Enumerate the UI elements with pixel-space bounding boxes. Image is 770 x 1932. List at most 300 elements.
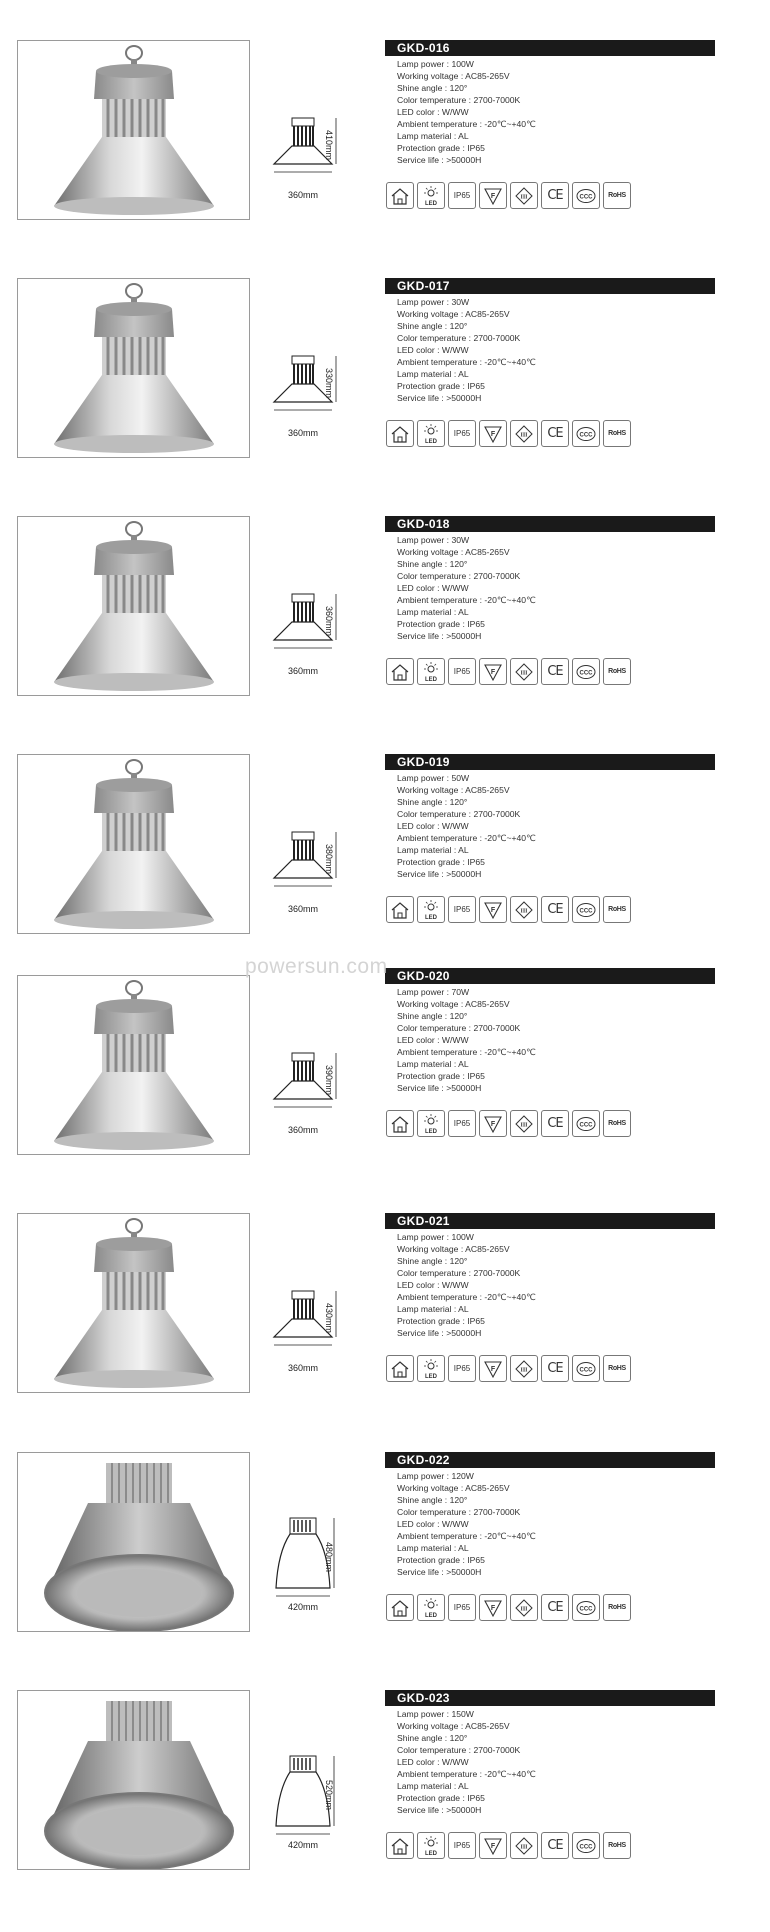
watermark: powersun.com	[245, 955, 388, 978]
spec-label: Working voltage	[397, 547, 459, 557]
dimension-drawing	[268, 814, 348, 914]
spec-value: AL	[458, 1304, 469, 1314]
spec-led-color	[397, 820, 717, 832]
spec-working-voltage	[397, 546, 717, 558]
class-iii-icon	[510, 420, 538, 447]
spec-value: AC85-265V	[465, 785, 510, 795]
spec-value: -20℃~+40℃	[484, 1292, 536, 1302]
svg-text:III: III	[520, 670, 528, 676]
spec-value: >50000H	[446, 869, 482, 879]
spec-label: Lamp material	[397, 607, 452, 617]
spec-value: W/WW	[441, 1280, 469, 1290]
led-icon	[417, 182, 445, 209]
indoor-use-icon	[386, 1594, 414, 1621]
spec-label: Ambient temperature	[397, 1047, 478, 1057]
spec-label: Service life	[397, 155, 440, 165]
spec-separator: :	[466, 1268, 474, 1278]
spec-label: Shine angle	[397, 559, 443, 569]
spec-lamp-power	[397, 296, 717, 308]
led-icon	[417, 896, 445, 923]
dimension-height: 480mm	[324, 1542, 334, 1573]
product-photo-frame	[17, 975, 250, 1155]
certification-icons	[386, 1832, 631, 1860]
spec-value: 120°	[449, 1011, 468, 1021]
spec-value: 2700-7000K	[473, 809, 521, 819]
spec-value: >50000H	[446, 155, 482, 165]
svg-text:F: F	[490, 430, 496, 438]
spec-separator: :	[444, 987, 452, 997]
spec-working-voltage	[397, 70, 717, 82]
svg-text:CCC: CCC	[579, 431, 593, 438]
ce-icon: CE	[541, 1832, 569, 1859]
spec-label: Working voltage	[397, 785, 459, 795]
spec-led-color	[397, 344, 717, 356]
spec-protection-grade	[397, 1315, 717, 1327]
svg-text:CCC: CCC	[579, 669, 593, 676]
model-title: GKD-016	[385, 40, 715, 56]
spec-list	[397, 1231, 717, 1339]
spec-lamp-material	[397, 1542, 717, 1554]
spec-value: 2700-7000K	[473, 333, 521, 343]
lamp-photo	[18, 279, 250, 458]
spec-value: >50000H	[446, 1083, 482, 1093]
ce-icon: CE	[541, 896, 569, 923]
spec-value: IP65	[467, 857, 485, 867]
spec-label: Protection grade	[397, 1793, 461, 1803]
rohs-icon: RoHS	[603, 658, 631, 685]
svg-text:F: F	[490, 1365, 496, 1373]
spec-value: AL	[458, 131, 469, 141]
spec-separator: :	[460, 857, 468, 867]
spec-working-voltage	[397, 1720, 717, 1732]
spec-value: 120°	[449, 1495, 468, 1505]
spec-value: 2700-7000K	[473, 1268, 521, 1278]
product-photo-frame	[17, 1452, 250, 1632]
ccc-icon	[572, 658, 600, 685]
spec-led-color	[397, 106, 717, 118]
spec-separator: :	[466, 1745, 474, 1755]
spec-lamp-power	[397, 1231, 717, 1243]
spec-label: Protection grade	[397, 1555, 461, 1565]
spec-list	[397, 986, 717, 1094]
ip65-icon: IP65	[448, 1594, 476, 1621]
svg-text:III: III	[520, 194, 528, 200]
spec-protection-grade	[397, 618, 717, 630]
spec-service-life	[397, 154, 717, 166]
spec-list	[397, 296, 717, 404]
dimension-height: 380mm	[324, 844, 334, 875]
ccc-icon	[572, 896, 600, 923]
spec-working-voltage	[397, 308, 717, 320]
f-mark-icon	[479, 420, 507, 447]
lamp-photo	[18, 976, 250, 1155]
svg-text:F: F	[490, 906, 496, 914]
spec-separator: :	[442, 1256, 450, 1266]
spec-value: AC85-265V	[465, 1483, 510, 1493]
spec-value: AC85-265V	[465, 999, 510, 1009]
spec-label: Lamp power	[397, 987, 445, 997]
spec-label: Lamp power	[397, 1232, 445, 1242]
ce-icon: CE	[541, 182, 569, 209]
spec-protection-grade	[397, 856, 717, 868]
spec-shine-angle	[397, 1255, 717, 1267]
svg-text:III: III	[520, 1367, 528, 1373]
spec-label: Shine angle	[397, 1011, 443, 1021]
spec-lamp-power	[397, 1708, 717, 1720]
svg-text:F: F	[490, 1604, 496, 1612]
spec-separator: :	[439, 631, 447, 641]
spec-working-voltage	[397, 998, 717, 1010]
spec-separator: :	[458, 1244, 466, 1254]
lamp-photo	[18, 755, 250, 934]
product-photo-frame	[17, 516, 250, 696]
spec-value: >50000H	[446, 393, 482, 403]
spec-separator: :	[444, 1709, 452, 1719]
spec-label: Lamp power	[397, 1709, 445, 1719]
spec-service-life	[397, 1327, 717, 1339]
spec-separator: :	[451, 131, 459, 141]
spec-separator: :	[451, 1059, 459, 1069]
spec-value: IP65	[467, 619, 485, 629]
lamp-photo	[18, 1453, 250, 1632]
dimension-diagram	[268, 100, 348, 200]
spec-value: 30W	[451, 535, 470, 545]
spec-shine-angle	[397, 1732, 717, 1744]
rohs-icon: RoHS	[603, 896, 631, 923]
spec-separator: :	[458, 1483, 466, 1493]
spec-separator: :	[477, 1769, 485, 1779]
spec-label: Service life	[397, 1083, 440, 1093]
spec-separator: :	[444, 535, 452, 545]
spec-value: IP65	[467, 1316, 485, 1326]
class-iii-icon	[510, 1832, 538, 1859]
spec-label: Working voltage	[397, 71, 459, 81]
spec-label: Working voltage	[397, 309, 459, 319]
spec-value: 150W	[451, 1709, 474, 1719]
spec-value: 120W	[451, 1471, 474, 1481]
spec-separator: :	[442, 1495, 450, 1505]
spec-separator: :	[439, 1083, 447, 1093]
spec-separator: :	[444, 59, 452, 69]
spec-led-color	[397, 1518, 717, 1530]
spec-label: Protection grade	[397, 381, 461, 391]
spec-value: 100W	[451, 59, 474, 69]
led-icon	[417, 1832, 445, 1859]
svg-text:CCC: CCC	[579, 1121, 593, 1128]
dimension-height: 390mm	[324, 1065, 334, 1096]
f-mark-icon	[479, 1110, 507, 1137]
spec-label: Shine angle	[397, 321, 443, 331]
dimension-height: 430mm	[324, 1303, 334, 1334]
spec-separator: :	[466, 95, 474, 105]
dimension-drawing	[268, 1273, 348, 1373]
spec-ambient-temperature	[397, 1768, 717, 1780]
product-photo-frame	[17, 754, 250, 934]
svg-text:F: F	[490, 1842, 496, 1850]
dimension-drawing	[268, 338, 348, 438]
spec-label: Protection grade	[397, 619, 461, 629]
spec-lamp-material	[397, 368, 717, 380]
spec-value: >50000H	[446, 1328, 482, 1338]
spec-separator: :	[477, 1531, 485, 1541]
spec-lamp-power	[397, 986, 717, 998]
dimension-drawing	[268, 1512, 348, 1612]
spec-separator: :	[451, 1781, 459, 1791]
spec-value: -20℃~+40℃	[484, 1531, 536, 1541]
spec-value: 120°	[449, 559, 468, 569]
spec-separator: :	[439, 1567, 447, 1577]
spec-ambient-temperature	[397, 1046, 717, 1058]
ip65-icon: IP65	[448, 420, 476, 447]
spec-label: Service life	[397, 631, 440, 641]
spec-value: -20℃~+40℃	[484, 357, 536, 367]
spec-value: W/WW	[441, 1035, 469, 1045]
spec-color-temperature	[397, 570, 717, 582]
led-icon	[417, 420, 445, 447]
spec-separator: :	[460, 619, 468, 629]
spec-value: -20℃~+40℃	[484, 833, 536, 843]
svg-text:III: III	[520, 908, 528, 914]
svg-text:F: F	[490, 1120, 496, 1128]
indoor-use-icon	[386, 1832, 414, 1859]
spec-label: Ambient temperature	[397, 1769, 478, 1779]
spec-color-temperature	[397, 94, 717, 106]
spec-separator: :	[434, 345, 442, 355]
spec-separator: :	[434, 107, 442, 117]
spec-lamp-material	[397, 1058, 717, 1070]
spec-label: LED color	[397, 821, 435, 831]
spec-value: AC85-265V	[465, 1721, 510, 1731]
product-card	[0, 40, 770, 280]
indoor-use-icon	[386, 896, 414, 923]
rohs-icon: RoHS	[603, 1594, 631, 1621]
spec-label: Working voltage	[397, 1244, 459, 1254]
spec-value: 120°	[449, 797, 468, 807]
spec-separator: :	[477, 1047, 485, 1057]
spec-label: Ambient temperature	[397, 595, 478, 605]
spec-shine-angle	[397, 320, 717, 332]
spec-label: Color temperature	[397, 571, 467, 581]
ip65-icon: IP65	[448, 658, 476, 685]
spec-working-voltage	[397, 1482, 717, 1494]
spec-value: AC85-265V	[465, 1244, 510, 1254]
f-mark-icon	[479, 658, 507, 685]
spec-label: Lamp material	[397, 1781, 452, 1791]
spec-value: 2700-7000K	[473, 95, 521, 105]
spec-led-color	[397, 582, 717, 594]
spec-value: IP65	[467, 1071, 485, 1081]
spec-value: >50000H	[446, 1567, 482, 1577]
spec-separator: :	[444, 1471, 452, 1481]
spec-lamp-material	[397, 1303, 717, 1315]
spec-label: Lamp power	[397, 535, 445, 545]
f-mark-icon	[479, 182, 507, 209]
ip65-icon: IP65	[448, 1355, 476, 1382]
svg-text:III: III	[520, 432, 528, 438]
spec-list	[397, 58, 717, 166]
spec-protection-grade	[397, 380, 717, 392]
spec-value: 100W	[451, 1232, 474, 1242]
lamp-photo	[18, 517, 250, 696]
spec-separator: :	[466, 571, 474, 581]
certification-icons	[386, 896, 631, 924]
spec-value: AL	[458, 1059, 469, 1069]
dimension-diagram	[268, 1273, 348, 1373]
spec-label: Lamp material	[397, 369, 452, 379]
spec-label: Shine angle	[397, 797, 443, 807]
spec-list	[397, 1470, 717, 1578]
spec-value: 50W	[451, 773, 470, 783]
svg-text:III: III	[520, 1122, 528, 1128]
spec-color-temperature	[397, 808, 717, 820]
spec-service-life	[397, 630, 717, 642]
spec-separator: :	[460, 1316, 468, 1326]
rohs-icon: RoHS	[603, 1355, 631, 1382]
product-photo-frame	[17, 278, 250, 458]
rohs-icon: RoHS	[603, 420, 631, 447]
svg-text:CCC: CCC	[579, 1605, 593, 1612]
spec-separator: :	[434, 1035, 442, 1045]
spec-led-color	[397, 1279, 717, 1291]
spec-label: Lamp power	[397, 59, 445, 69]
led-icon	[417, 1355, 445, 1382]
svg-text:LED: LED	[425, 1612, 437, 1619]
indoor-use-icon	[386, 1355, 414, 1382]
spec-ambient-temperature	[397, 594, 717, 606]
spec-label: Lamp material	[397, 131, 452, 141]
spec-label: Lamp power	[397, 297, 445, 307]
spec-separator: :	[477, 595, 485, 605]
spec-separator: :	[439, 393, 447, 403]
spec-label: Color temperature	[397, 1507, 467, 1517]
spec-label: LED color	[397, 583, 435, 593]
spec-separator: :	[458, 309, 466, 319]
spec-separator: :	[439, 1805, 447, 1815]
spec-value: AC85-265V	[465, 71, 510, 81]
class-iii-icon	[510, 1355, 538, 1382]
dimension-width: 360mm	[287, 666, 318, 676]
spec-separator: :	[458, 1721, 466, 1731]
spec-label: Protection grade	[397, 1071, 461, 1081]
svg-text:F: F	[490, 192, 496, 200]
spec-separator: :	[451, 1304, 459, 1314]
ccc-icon	[572, 1832, 600, 1859]
ccc-icon	[572, 1594, 600, 1621]
spec-label: Color temperature	[397, 1745, 467, 1755]
dimension-width: 360mm	[287, 904, 318, 914]
dimension-height: 360mm	[324, 606, 334, 637]
certification-icons	[386, 1355, 631, 1383]
indoor-use-icon	[386, 182, 414, 209]
model-title: GKD-023	[385, 1690, 715, 1706]
dimension-diagram	[268, 1035, 348, 1135]
dimension-height: 330mm	[324, 368, 334, 399]
svg-text:CCC: CCC	[579, 1843, 593, 1850]
spec-list	[397, 534, 717, 642]
product-card	[0, 1452, 770, 1692]
spec-label: LED color	[397, 345, 435, 355]
ce-icon: CE	[541, 1110, 569, 1137]
f-mark-icon	[479, 896, 507, 923]
led-icon	[417, 1110, 445, 1137]
class-iii-icon	[510, 658, 538, 685]
spec-separator: :	[451, 845, 459, 855]
spec-lamp-material	[397, 1780, 717, 1792]
spec-separator: :	[434, 1519, 442, 1529]
spec-color-temperature	[397, 1506, 717, 1518]
spec-separator: :	[439, 869, 447, 879]
product-card	[0, 969, 770, 1215]
spec-value: >50000H	[446, 1805, 482, 1815]
spec-service-life	[397, 1082, 717, 1094]
model-title: GKD-017	[385, 278, 715, 294]
spec-separator: :	[466, 809, 474, 819]
svg-text:LED: LED	[425, 914, 437, 921]
spec-separator: :	[444, 773, 452, 783]
spec-led-color	[397, 1034, 717, 1046]
spec-value: 70W	[451, 987, 470, 997]
spec-label: Ambient temperature	[397, 357, 478, 367]
spec-list	[397, 772, 717, 880]
spec-separator: :	[460, 381, 468, 391]
led-icon	[417, 658, 445, 685]
dimension-drawing	[268, 100, 348, 200]
dimension-drawing	[268, 1035, 348, 1135]
spec-value: W/WW	[441, 821, 469, 831]
spec-lamp-power	[397, 58, 717, 70]
spec-value: AL	[458, 1781, 469, 1791]
spec-separator: :	[460, 143, 468, 153]
ip65-icon: IP65	[448, 896, 476, 923]
ip65-icon: IP65	[448, 1832, 476, 1859]
ccc-icon	[572, 182, 600, 209]
ce-icon: CE	[541, 420, 569, 447]
ip65-icon: IP65	[448, 182, 476, 209]
spec-shine-angle	[397, 558, 717, 570]
ccc-icon	[572, 1110, 600, 1137]
svg-text:III: III	[520, 1844, 528, 1850]
class-iii-icon	[510, 1110, 538, 1137]
certification-icons	[386, 1594, 631, 1622]
lamp-photo	[18, 41, 250, 220]
spec-value: -20℃~+40℃	[484, 119, 536, 129]
spec-lamp-power	[397, 534, 717, 546]
spec-separator: :	[451, 1543, 459, 1553]
f-mark-icon	[479, 1832, 507, 1859]
spec-value: AL	[458, 1543, 469, 1553]
spec-value: AL	[458, 369, 469, 379]
spec-label: Working voltage	[397, 999, 459, 1009]
spec-separator: :	[466, 333, 474, 343]
spec-value: -20℃~+40℃	[484, 1047, 536, 1057]
spec-label: Color temperature	[397, 1023, 467, 1033]
rohs-icon: RoHS	[603, 1110, 631, 1137]
spec-value: -20℃~+40℃	[484, 1769, 536, 1779]
spec-label: Shine angle	[397, 1733, 443, 1743]
spec-separator: :	[442, 559, 450, 569]
indoor-use-icon	[386, 658, 414, 685]
product-card	[0, 1690, 770, 1930]
spec-lamp-material	[397, 130, 717, 142]
spec-label: Color temperature	[397, 1268, 467, 1278]
spec-label: Ambient temperature	[397, 833, 478, 843]
spec-value: W/WW	[441, 583, 469, 593]
spec-separator: :	[434, 583, 442, 593]
spec-separator: :	[439, 155, 447, 165]
ce-icon: CE	[541, 1355, 569, 1382]
spec-separator: :	[442, 797, 450, 807]
spec-lamp-power	[397, 1470, 717, 1482]
